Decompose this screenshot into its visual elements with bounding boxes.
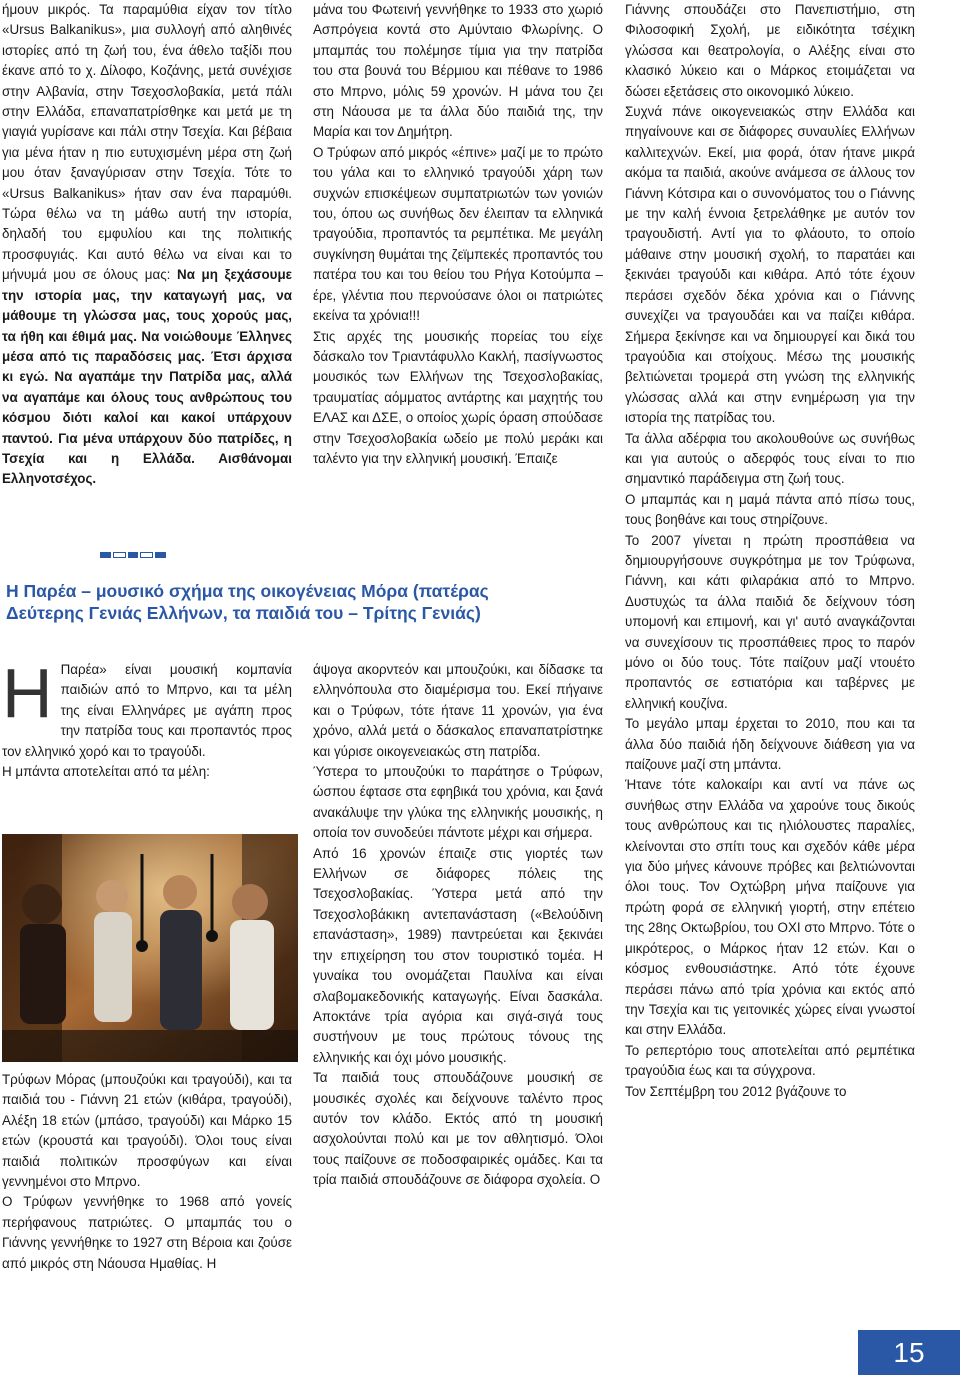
paragraph: ήμουν μικρός. Τα παραμύθια είχαν τον τίτλο «Ursus Balkanikus», μια συλλογή από αληθινές ιστορίες από τη ζωή του, ένα άθελο ταξίδι που έκανε από το χ. Δίλοφο, Κοζάνης, μετά συνέχισε στην Αλβανία, στην Τσεχοσλοβακία, μετά πάλι στην Ελλάδα, επαναπατρίσθηκε και μετά με τη γιαγιά γυρίσανε και πάλι στην Τσεχία. Και βέβαια για μένα ήταν η πιο ευτυχισμένη μέρα στη ζωή μου όταν ξαναγύρισαν στην Τσεχία. Τότε το «Ursus Balkanikus» ήταν σαν ένα παραμύθι. Τώρα θέλω να τη μάθω αυτή την ιστορία, δηλαδή του εμφυλίου και της πολιτικής προσφυγιάς. Και αυτό θέλω να είναι και το μήνυμά μου σε όλους μας: Να μη ξεχάσουμε την ιστορία μας, την καταγωγή μας, να μάθουμε τη γλώσσα μας, τους χορούς μας, τα ήθη και έθιμά μας. Να νοιώθουμε Έλληνες μέσα από τις παραδόσεις μας. Έτσι άρχισα κι εγώ. Να αγαπάμε την Πατρίδα μας, αλλά να αγαπάμε και όλους τους ανθρώπους του κόσμου διότι καλοί και κακοί υπάρχουν παντού. Για μένα υπάρχουν δύο πατρίδες, η Τσεχία και η Ελλάδα. Αισθάνομαι Ελληνοτσέχος. (2, 2, 293, 487)
paragraph: Η μπάντα αποτελείται από τα μέλη: (2, 764, 210, 780)
paragraph: Ο Τρύφων γεννήθηκε το 1968 από γονείς περήφανους πατριώτες. Ο μπαμπάς του ο Γιάννης γεννήθηκε το 1927 στη Βέροια και ζούσε από μικρός στη Νάουσα Ημαθίας. Η (2, 1194, 292, 1271)
paragraph: Το μεγάλο μπαμ έρχεται το 2010, που και τα άλλα δύο παιδιά ήδη δείχνουνε διάθεση για να παίζουνε μαζί στη μπάντα. (625, 716, 915, 773)
drop-cap: Η (2, 654, 53, 732)
headline-line-1: Η Παρέα – μουσικό σχήμα της οικογένειας Μόρα (πατέρας (6, 581, 489, 601)
column-1-caption (2, 1070, 292, 1274)
paragraph: Ήτανε τότε καλοκαίρι και αντί να πάνε ως συνήθως στην Ελλάδα να χαρούνε τους δικούς τους ανθρώπους και τις ηλιόλουστες παραλίες, κλείνονται στο σπίτι τους και σχεδόν κάθε μέρα για δύο μήνες κάνουνε πρόβες και βελτιώνονται όλοι τους. Τον Οχτώβρη μήνα παίζουνε για πρώτη φορά σε ελληνική γιορτή, στην επέτειο της 28ης Οκτωβρίου, του ΟΧΙ στο Μπρνο. Τότε ο μικρότερος, ο Μάρκος ήταν 12 ετών. Και ο κόσμος ενθουσιάστηκε. Από τότε έχουνε περάσει πάνω από τρία χρόνια και εκτός από την Τσεχία και τις γειτονικές χώρες είναι γνωστοί και στην Ελλάδα. (625, 777, 915, 1038)
paragraph: Τρύφων Μόρας (μπουζούκι και τραγούδι), και τα παιδιά του - Γιάννη 21 ετών (κιθάρα, τραγούδι), Αλέξη 18 ετών (μπάσο, τραγούδι) και Μάρκο 15 ετών (κρουστά και τραγούδι). Όλοι τους είναι παιδιά πολιτικών προσφύγων και είναι γεννημένοι στο Μπρνο. (2, 1072, 292, 1190)
bold-message: Να μη ξεχάσουμε την ιστορία μας, την καταγωγή μας, να μάθουμε τη γλώσσα μας, τους χορούς μας, τα ήθη και έθιμά μας. Να νοιώθουμε Έλληνες μέσα από τις παραδόσεις μας. Έτσι άρχισα κι εγώ. Να αγαπάμε την Πατρίδα μας, αλλά να αγαπάμε και όλους τους ανθρώπους του κόσμου διότι καλοί και κακοί υπάρχουν παντού. Για μένα υπάρχουν δύο πατρίδες, η Τσεχία και η Ελλάδα. Αισθάνομαι Ελληνοτσέχος. (2, 267, 293, 487)
page-number: 15 (858, 1330, 960, 1375)
article-headline (6, 580, 606, 624)
column-1-bottom (2, 654, 292, 782)
paragraph: Ο Τρύφων από μικρός «έπινε» μαζί με το πρώτο του γάλα και το ελληνικό τραγούδι χάρη των συχνών επισκέψεων συμπατριωτών των γονιών του, όπου ως συνήθως δεν έλειπαν τα ελληνικά τραγούδια, προπαντός τα ρεμπέτικα. Με μεγάλη συγκίνηση θυμάται της ζεϊμπεκές προπαντός του πατέρα του και του θείου του Ρήγα Κοτούμπα – έρε, γλέντια που περνούσανε όλοι οι πατριώτες εκείνα τα χρόνια!!! (313, 144, 603, 324)
paragraph: Γιάννης σπουδάζει στο Πανεπιστήμιο, στη Φιλοσοφική Σχολή, με ειδικότητα τσέχικη γλώσσα και θεατρολογία, ο Αλέξης είναι στο κλασικό λύκειο και ο Μάρκος ετοιμάζεται να δώσει εξετάσεις στο οικονομικό λύκειο. (625, 2, 915, 99)
headline-line-2: Δεύτερης Γενιάς Ελλήνων, τα παιδιά του – Τρίτης Γενιάς) (6, 603, 481, 623)
paragraph: Στις αρχές της μουσικής πορείας του είχε δάσκαλο τον Τριαντάφυλλο Κακλή, πασίγνωστος μουσικός των Ελλήνων της Τσεχοσλοβακίας, τραυματίας αόμματος αντάρτης και μαχητής του ΕΛΑΣ και ΔΣΕ, ο οποίος χωρίς όραση σπούδασε στην Τσεχοσλοβακία ωδείο με πολύ μεράκι και ταλέντο για την ελληνική μουσική. Έπαιζε (313, 328, 603, 466)
column-2-top (313, 0, 603, 469)
paragraph: Το ρεπερτόριο τους αποτελείται από ρεμπέτικα τραγούδια έως και τα σύγχρονα. (625, 1042, 915, 1079)
paragraph: Παρέα» είναι μουσική κομπανία παιδιών από το Μπρνο, και τα μέλη της είναι Ελληνάρες με αγάπη προς την πατρίδα τους και προπαντός προς τον ελληνικό χορό και το τραγούδι. (2, 662, 292, 759)
section-divider (100, 552, 166, 558)
column-3 (625, 0, 915, 1102)
paragraph: Ο μπαμπάς και η μαμά πάντα από πίσω τους, τους βοηθάνε και τους στηρίζουνε. (625, 491, 915, 528)
paragraph: Τα άλλα αδέρφια του ακολουθούνε ως συνήθως και για αυτούς ο αδερφός τους είναι το πιο σημαντικό παράδειγμα στη ζωή τους. (625, 430, 915, 487)
paragraph: Τα παιδιά τους σπουδάζουνε μουσική σε μουσικές σχολές και δείχνουνε ταλέντο προς αυτόν τον κλάδο. Εκτός από τη μουσική ασχολούνται πολύ και με τον αθλητισμό. Όλοι τους παίζουνε σε ποδοσφαιρικές ομάδες. Και τα τρία παιδιά σπουδάζουνε σε διάφορα σχολεία. Ο (313, 1070, 603, 1188)
band-recording-studio-photo (2, 834, 298, 1062)
paragraph: άψογα ακορντεόν και μπουζούκι, και δίδασκε τα ελληνόπουλα στο διαμέρισμα του. Εκεί πήγαινε και ο Τρύφων, τότε ήτανε 11 χρονών, για ένα χρόνο, αλλά μετά ο δάσκαλος επαναπατρίστηκε και γύρισε οικογενειακώς στη πατρίδα. (313, 662, 603, 759)
column-1-top (2, 0, 292, 490)
paragraph: Ύστερα το μπουζούκι το παράτησε ο Τρύφων, ώσπου έφτασε στα εφηβικά του χρόνια, και ξανά ανακάλυψε την γλύκα της ελληνικής μουσικής, η οποία τον συνοδεύει πάντοτε μέχρι και σήμερα. (313, 764, 603, 841)
paragraph: Συχνά πάνε οικογενειακώς στην Ελλάδα και πηγαίνουνε και σε διάφορες συναυλίες Ελλήνων καλλιτεχνών. Εκεί, μια φορά, όταν ήτανε μικρά ακόμα τα παιδιά, ακούνε ανάμεσα σε άλλους τον Γιάννη Κότσιρα και ο συνονόματος του ο Γιάννης με την καλή έννοια ξετρελάθηκε με αυτόν τον τραγουδιστή. Αντί για το φλάουτο, το οποίο μάθαινε στην μουσική σχολή, το παρατάει και ξεκινάει τραγούδι και κιθάρα. Από τότε έχουν περάσει σχεδόν δέκα χρόνια και ο Γιάννης συνεχίζει να τραγουδάει και να παίζει κιθάρα. Σήμερα ξεκίνησε και να δημιουργεί και δικά του τραγούδια και στοίχους. Μέσω της μουσικής βελτιώνεται τρομερά στη γνώση της ελληνικής γλώσσας αλλά και στην ενημέρωση για την ιστορία της πατρίδας του. (625, 104, 915, 426)
paragraph: Από 16 χρονών έπαιζε στις γιορτές των Ελλήνων σε διάφορες πόλεις της Τσεχοσλοβακίας. Ύστερα μετά από την Τσεχοσλοβάκικη αντεπανάσταση («Βελούδινη επανάσταση», 1989) παντρεύεται και ξεκινάει την επιχείρηση του στον τουριστικό τομέα. Η γυναίκα του ονομάζεται Παυλίνα και είναι σλαβομακεδονικής καταγωγής. Είναι δασκάλα. Αποκτάνε τρία αγόρια και σιγά-σιγά τους συστήνουν με τους πρώτους τόνους της ελληνικής και όχι μόνο μουσικής. (313, 845, 603, 1065)
paragraph: Τον Σεπτέμβρη του 2012 βγάζουνε το (625, 1083, 847, 1099)
paragraph: Το 2007 γίνεται η πρώτη προσπάθεια να δημιουργήσουνε συγκρότημα με τον Τρύφωνα, Γιάννη, και κάτι φιλαράκια από το Μπρνο. Δυστυχώς τα άλλα παιδιά δε δείχνουν τόση υπομονή και επιμονή, και γι' αυτό αναγκάζονται να συνεχίσουν τις προσπάθειες προς το παρόν μόνο οι δύο τους. Τότε παίζουν μαζί ντουέτο προπαντός σε εστιατόρια και ταβέρνες με ελληνική κουζίνα. (625, 532, 915, 711)
paragraph: μάνα του Φωτεινή γεννήθηκε το 1933 στο χωριό Ασπρόγεια κοντά στο Αμύνταιο Φλωρίνης. Ο μπαμπάς του πολέμησε τίμια για την πατρίδα του στα βουνά του Βέρμιου και πέθανε το 1986 στο Μπρνο, μόλις 59 χρονών. Η μάνα του ζει στη Νάουσα με τα άλλα δύο παιδιά της, την Μαρία και τον Δημήτρη. (313, 2, 603, 140)
column-2-bottom (313, 660, 603, 1191)
